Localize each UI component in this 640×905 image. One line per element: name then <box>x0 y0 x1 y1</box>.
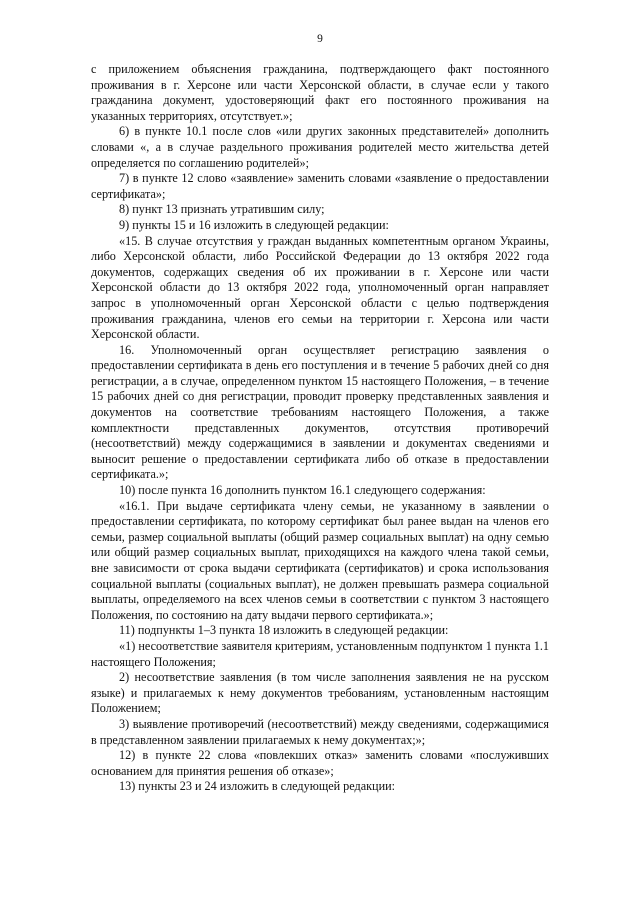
paragraph-clause-15: «15. В случае отсутствия у граждан выданных компетентным органом Украины, либо Херсонской области, либо Российской Федерации до 13 октября 2022 года документов, содержащих сведения об их проживании в г. Херсоне или части Херсонской области до 13 октября 2022 года, уполномоченный орган направляет запрос в уполномоченный орган Херсонской области с целью подтверждения проживания гражданина, членов его семьи на территории г. Херсона или части Херсонской области. <box>91 233 549 342</box>
paragraph-subitem-2: 2) несоответствие заявления (в том числе заполнения заявления не на русском языке) и прилагаемых к нему документов требованиям, установленным настоящим Положением; <box>91 670 549 716</box>
paragraph-clause-16-1: «16.1. При выдаче сертификата члену семьи, не указанному в заявлении о предоставлении сертификата, по которому сертификат был ранее выдан на членов его семьи, размер социальной выплаты (общий размер социальных выплат) на одну семью или общий размер социальных выплат, приходящихся на каждого члена такой семьи, вне зависимости от срока выдачи сертификата (сертификатов) и срока использования социальной выплаты (социальных выплат), не должен превышать размера социальной выплаты, определяемого на всех членов семьи в соответствии с пунктом 3 настоящего Положения, по состоянию на дату выдачи первого сертификата.»; <box>91 498 549 622</box>
paragraph-item-11: 11) подпункты 1–3 пункта 18 изложить в следующей редакции: <box>119 623 449 638</box>
paragraph-item-9: 9) пункты 15 и 16 изложить в следующей редакции: <box>119 217 389 232</box>
paragraph-item-6: 6) в пункте 10.1 после слов «или других законных представителей» дополнить словами «, а в случае раздельного проживания родителей место жительства детей определяется по соглашению родителей»; <box>91 124 549 170</box>
paragraph-continuation: с приложением объяснения гражданина, подтверждающего факт постоянного проживания в г. Херсоне или части Херсонской области, в случае если у такого гражданина документ, удостоверяющий факт его постоянного проживания на указанных территориях, отсутствует.»; <box>91 62 549 123</box>
paragraph-item-7: 7) в пункте 12 слово «заявление» заменить словами «заявление о предоставлении сертификата»; <box>91 171 549 201</box>
page-number: 9 <box>317 33 323 45</box>
paragraph-item-8: 8) пункт 13 признать утратившим силу; <box>119 202 325 217</box>
paragraph-item-13: 13) пункты 23 и 24 изложить в следующей редакции: <box>119 779 396 794</box>
paragraph-subitem-3: 3) выявление противоречий (несоответствий) между сведениями, содержащимися в представленном заявлении прилагаемых к нему документах;»; <box>91 716 549 747</box>
paragraph-subitem-1: «1) несоответствие заявителя критериям, установленным подпунктом 1 пункта 1.1 настоящего Положения; <box>91 638 549 669</box>
paragraph-item-10: 10) после пункта 16 дополнить пунктом 16.1 следующего содержания: <box>119 483 486 498</box>
paragraph-clause-16: 16. Уполномоченный орган осуществляет регистрацию заявления о предоставлении сертификата в день его поступления и в течение 5 рабочих дней со дня регистрации, а в случае, определенном пунктом 15 настоящего Положения, – в течение 15 рабочих дней со дня регистрации, проводит проверку представленных заявления и документов на соответствие требованиям настоящего Положения, а также комплектности представленных документов, отсутствия противоречий (несоответствий) между содержащимися в заявлении и документах сведениями и выносит решение о предоставлении сертификата либо об отказе в предоставлении сертификата.»; <box>91 342 549 482</box>
document-body <box>91 62 549 795</box>
paragraph-item-12: 12) в пункте 22 слова «повлекших отказ» заменить словами «послуживших основанием для принятия решения об отказе»; <box>91 748 549 778</box>
